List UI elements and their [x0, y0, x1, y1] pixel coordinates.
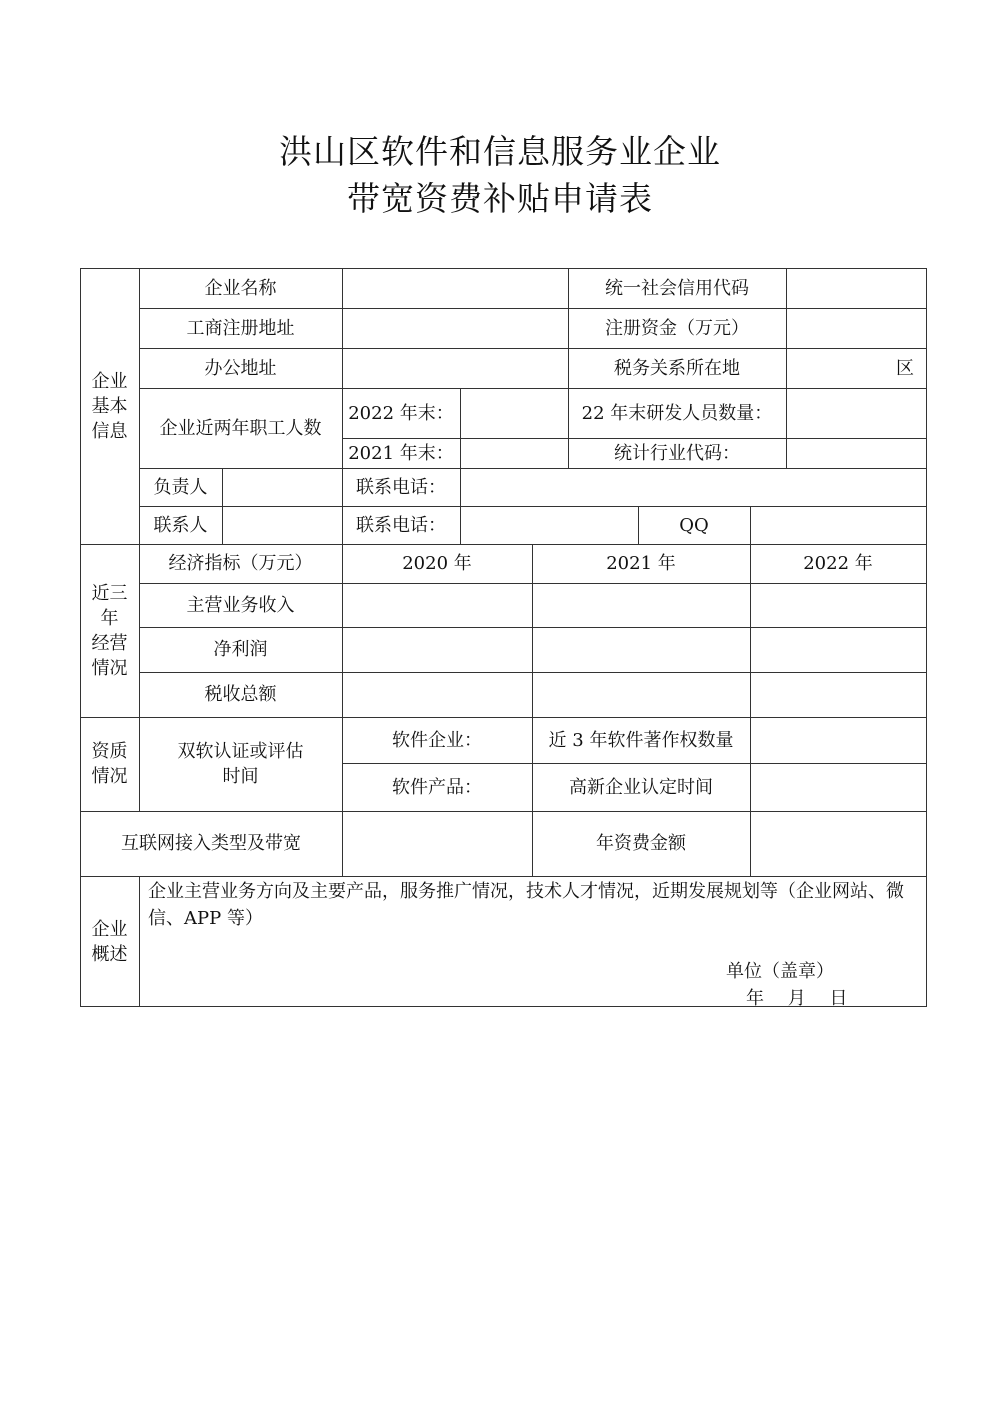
tax-location-label: 税务关系所在地 — [614, 357, 740, 379]
grid-line — [750, 506, 751, 876]
dual-soft-line: 双软认证或评估 — [177, 741, 304, 762]
total-tax-2021-field[interactable] — [532, 672, 750, 717]
grid-line — [80, 268, 81, 1007]
high-tech-date-label: 高新企业认定时间 — [569, 776, 713, 798]
reg-address-field[interactable] — [342, 308, 568, 348]
grid-line — [460, 388, 461, 544]
credit-code-field[interactable] — [786, 268, 926, 308]
section-basic-info-line: 基本 — [91, 395, 128, 417]
person-in-charge-field[interactable] — [222, 468, 342, 506]
net-profit-2020-field[interactable] — [342, 627, 532, 672]
industry-code-label: 统计行业代码： — [614, 442, 740, 464]
form-title-line2: 带宽资费补贴申请表 — [347, 179, 653, 218]
seal-label: 单位（盖章） — [726, 961, 834, 982]
form-title-line1: 洪山区软件和信息服务业企业 — [279, 132, 721, 171]
grid-line — [568, 268, 569, 468]
copyright-count-label: 近 3 年软件著作权数量 — [548, 729, 734, 751]
end-2021-label: 2021 年末： — [348, 442, 454, 464]
reg-address-label: 工商注册地址 — [186, 317, 295, 339]
internet-access-label: 互联网接入类型及带宽 — [121, 833, 301, 854]
grid-line — [342, 438, 926, 439]
end-2021-field[interactable] — [460, 438, 568, 468]
date-label: 年 月 日 — [746, 988, 848, 1009]
net-profit-2022-field[interactable] — [750, 627, 926, 672]
employees-label: 企业近两年职工人数 — [159, 417, 322, 439]
section-operations-label — [80, 544, 139, 717]
section-basic-info-label — [80, 268, 139, 544]
section-overview-line: 概述 — [91, 943, 128, 965]
contact-person-label: 联系人 — [153, 514, 208, 536]
grid-line — [139, 348, 926, 349]
end-2022-field[interactable] — [460, 388, 568, 438]
grid-line — [80, 268, 926, 269]
grid-line — [926, 268, 927, 1007]
contact-phone-2-field[interactable] — [460, 506, 638, 544]
copyright-count-field[interactable] — [750, 717, 926, 763]
section-operations-line: 情况 — [91, 657, 128, 679]
grid-line — [80, 717, 926, 718]
grid-line — [222, 468, 223, 544]
grid-line — [532, 544, 533, 876]
grid-line — [80, 876, 926, 877]
section-operations-line: 经营 — [91, 632, 128, 654]
rd-staff-field[interactable] — [786, 388, 926, 438]
dual-soft-line: 时间 — [222, 766, 259, 787]
contact-phone-1-label: 联系电话： — [356, 476, 446, 498]
section-qualification-label — [80, 717, 139, 811]
main-revenue-label: 主营业务收入 — [186, 594, 295, 616]
company-name-field[interactable] — [342, 268, 568, 308]
rd-staff-label: 22 年末研发人员数量： — [581, 402, 773, 424]
section-operations-line: 近三 — [91, 582, 128, 604]
contact-phone-2-label: 联系电话： — [356, 514, 446, 536]
annual-fee-field[interactable] — [750, 811, 926, 876]
grid-line — [342, 763, 926, 764]
indicator-header: 经济指标（万元） — [168, 553, 313, 574]
grid-line — [80, 544, 926, 545]
qq-field[interactable] — [750, 506, 926, 544]
overview-description[interactable]: 企业主营业务方向及主要产品，服务推广情况，技术人才情况，近期发展规划等（企业网站、微信、APP 等） — [148, 881, 904, 929]
grid-line — [342, 268, 343, 876]
grid-line — [139, 468, 926, 469]
total-tax-label: 税收总额 — [204, 684, 277, 705]
contact-phone-1-field[interactable] — [460, 468, 926, 506]
office-address-field[interactable] — [342, 348, 568, 388]
tax-location-field[interactable] — [786, 348, 926, 388]
year-2022-header: 2022 年 — [803, 553, 873, 574]
grid-line — [80, 811, 926, 812]
contact-person-field[interactable] — [222, 506, 342, 544]
office-address-label: 办公地址 — [204, 357, 277, 379]
net-profit-label: 净利润 — [213, 639, 268, 660]
main-revenue-2021-field[interactable] — [532, 583, 750, 627]
grid-line — [139, 308, 926, 309]
section-qualification-line: 情况 — [91, 766, 128, 787]
year-2020-header: 2020 年 — [402, 553, 472, 574]
total-tax-2022-field[interactable] — [750, 672, 926, 717]
high-tech-date-field[interactable] — [750, 763, 926, 811]
industry-code-field[interactable] — [786, 438, 926, 468]
section-operations-line: 年 — [100, 607, 119, 629]
qq-label: QQ — [679, 514, 709, 536]
end-2022-label: 2022 年末： — [348, 402, 454, 424]
credit-code-label: 统一社会信用代码 — [605, 277, 749, 299]
section-overview-line: 企业 — [91, 918, 128, 940]
main-revenue-2020-field[interactable] — [342, 583, 532, 627]
company-name-label: 企业名称 — [204, 277, 277, 299]
internet-access-field[interactable] — [342, 811, 532, 876]
section-basic-info-line: 信息 — [91, 420, 128, 442]
main-revenue-2022-field[interactable] — [750, 583, 926, 627]
reg-capital-label: 注册资金（万元） — [605, 317, 749, 339]
grid-line — [139, 506, 926, 507]
grid-line — [80, 1006, 926, 1007]
grid-line — [139, 388, 926, 389]
section-qualification-line: 资质 — [91, 741, 128, 762]
dual-soft-label — [139, 717, 342, 811]
person-in-charge-label: 负责人 — [153, 476, 208, 498]
reg-capital-field[interactable] — [786, 308, 926, 348]
section-overview-label — [80, 876, 139, 1007]
net-profit-2021-field[interactable] — [532, 627, 750, 672]
total-tax-2020-field[interactable] — [342, 672, 532, 717]
software-company-label: 软件企业： — [392, 729, 482, 751]
section-basic-info-line: 企业 — [91, 370, 128, 392]
software-product-label: 软件产品： — [392, 776, 482, 798]
grid-line — [139, 876, 140, 1007]
grid-line — [139, 268, 140, 811]
annual-fee-label: 年资费金额 — [596, 833, 686, 854]
grid-line — [786, 268, 787, 468]
grid-line — [638, 506, 639, 544]
year-2021-header: 2021 年 — [606, 553, 676, 574]
district-suffix: 区 — [896, 357, 914, 379]
